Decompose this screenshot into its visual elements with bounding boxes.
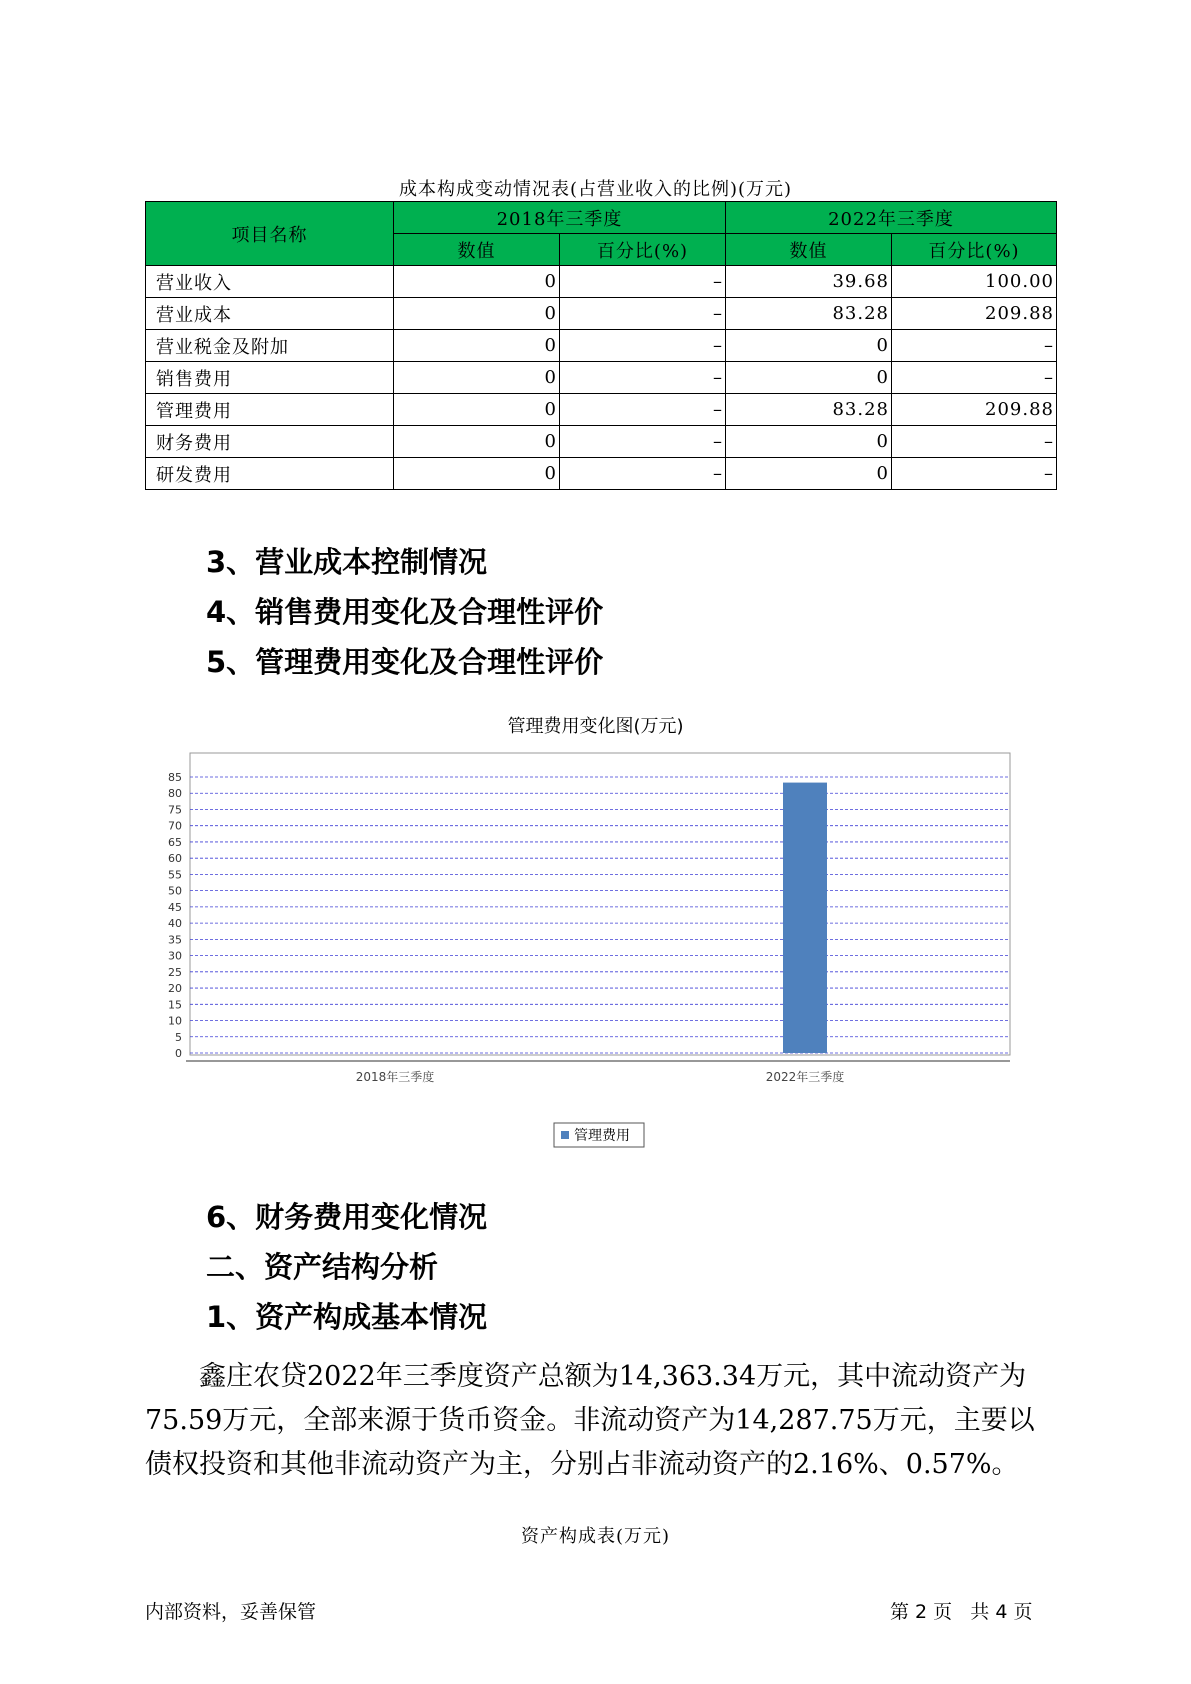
cell-p2022: 100.00 bbox=[892, 266, 1057, 298]
footer-page-number: 第 2 页 共 4 页 bbox=[890, 1601, 1033, 1623]
cell-name: 销售费用 bbox=[146, 362, 394, 394]
cell-p2018: – bbox=[560, 394, 726, 426]
x-tick-label: 2022年三季度 bbox=[765, 1070, 845, 1084]
heading-admin-expense: 5、管理费用变化及合理性评价 bbox=[206, 645, 604, 679]
admin-expense-bar-chart bbox=[160, 745, 1030, 1165]
cell-p2018: – bbox=[560, 458, 726, 490]
y-tick-label: 40 bbox=[168, 917, 182, 931]
y-tick-label: 55 bbox=[168, 868, 182, 882]
cost-table-caption: 成本构成变动情况表(占营业收入的比例)(万元) bbox=[398, 179, 793, 200]
cell-v2018: 0 bbox=[394, 266, 560, 298]
subheader-value-2018: 数值 bbox=[394, 234, 560, 266]
chart-title: 管理费用变化图(万元) bbox=[507, 716, 684, 737]
cell-v2018: 0 bbox=[394, 330, 560, 362]
table-row bbox=[146, 426, 1057, 458]
cell-p2018: – bbox=[560, 426, 726, 458]
asset-paragraph: 鑫庄农贷2022年三季度资产总额为14,363.34万元，其中流动资产为75.59万元，全部来源于货币资金。非流动资产为14,287.75万元，主要以债权投资和其他非流动资产为主，分别占非流动资产的2.16%、0.57%。 bbox=[145, 1361, 1035, 1480]
header-item-name: 项目名称 bbox=[146, 202, 394, 266]
table-row bbox=[146, 298, 1057, 330]
y-tick-label: 85 bbox=[168, 771, 182, 784]
heading-finance-expense: 6、财务费用变化情况 bbox=[206, 1200, 488, 1234]
table-row bbox=[146, 458, 1057, 490]
bar-1 bbox=[783, 783, 827, 1053]
cell-p2018: – bbox=[560, 266, 726, 298]
y-tick-label: 35 bbox=[168, 933, 182, 947]
heading-sales-expense: 4、销售费用变化及合理性评价 bbox=[206, 595, 604, 629]
cell-name: 营业收入 bbox=[146, 266, 394, 298]
y-tick-label: 70 bbox=[168, 819, 182, 833]
cell-v2018: 0 bbox=[394, 458, 560, 490]
cell-name: 营业成本 bbox=[146, 298, 394, 330]
plot-area bbox=[190, 753, 1010, 1055]
cell-name: 财务费用 bbox=[146, 426, 394, 458]
y-tick-label: 80 bbox=[168, 787, 182, 801]
cell-p2018: – bbox=[560, 362, 726, 394]
subheader-percent-2022: 百分比(%) bbox=[892, 234, 1057, 266]
cell-v2018: 0 bbox=[394, 394, 560, 426]
cell-p2022: 209.88 bbox=[892, 298, 1057, 330]
heading-cost-control: 3、营业成本控制情况 bbox=[206, 545, 488, 579]
cell-name: 营业税金及附加 bbox=[146, 330, 394, 362]
y-tick-label: 75 bbox=[168, 803, 182, 817]
y-tick-label: 20 bbox=[168, 982, 182, 996]
legend-label: 管理费用 bbox=[574, 1128, 630, 1144]
y-tick-label: 5 bbox=[175, 1030, 182, 1044]
cell-v2022: 0 bbox=[726, 330, 892, 362]
cell-v2018: 0 bbox=[394, 298, 560, 330]
legend-swatch bbox=[561, 1131, 569, 1139]
y-tick-label: 10 bbox=[168, 1014, 182, 1028]
cost-structure-table bbox=[145, 201, 1057, 490]
y-tick-label: 15 bbox=[168, 998, 182, 1012]
y-tick-label: 50 bbox=[168, 884, 182, 898]
header-period-2022: 2022年三季度 bbox=[726, 202, 1057, 234]
cell-p2018: – bbox=[560, 298, 726, 330]
table-row bbox=[146, 394, 1057, 426]
subheader-value-2022: 数值 bbox=[726, 234, 892, 266]
y-tick-label: 65 bbox=[168, 835, 182, 849]
cell-v2022: 39.68 bbox=[726, 266, 892, 298]
subheader-percent-2018: 百分比(%) bbox=[560, 234, 726, 266]
cell-v2018: 0 bbox=[394, 426, 560, 458]
heading-asset-structure: 二、资产结构分析 bbox=[206, 1250, 439, 1284]
heading-asset-composition: 1、资产构成基本情况 bbox=[206, 1300, 488, 1334]
cell-p2018: – bbox=[560, 330, 726, 362]
table-row bbox=[146, 266, 1057, 298]
cell-p2022: – bbox=[892, 330, 1057, 362]
footer-confidential: 内部资料，妥善保管 bbox=[145, 1601, 317, 1623]
y-tick-label: 30 bbox=[168, 949, 182, 963]
y-tick-label: 60 bbox=[168, 852, 182, 866]
cell-name: 研发费用 bbox=[146, 458, 394, 490]
cell-v2022: 83.28 bbox=[726, 298, 892, 330]
cell-p2022: 209.88 bbox=[892, 394, 1057, 426]
cell-p2022: – bbox=[892, 362, 1057, 394]
cell-name: 管理费用 bbox=[146, 394, 394, 426]
table-row bbox=[146, 362, 1057, 394]
table-row bbox=[146, 330, 1057, 362]
cell-v2022: 0 bbox=[726, 426, 892, 458]
x-tick-label: 2018年三季度 bbox=[355, 1070, 435, 1084]
cell-v2022: 0 bbox=[726, 362, 892, 394]
y-tick-label: 45 bbox=[168, 900, 182, 914]
y-tick-label: 0 bbox=[175, 1047, 182, 1060]
asset-table-caption: 资产构成表(万元) bbox=[520, 1526, 671, 1547]
cell-v2022: 83.28 bbox=[726, 394, 892, 426]
header-period-2018: 2018年三季度 bbox=[394, 202, 726, 234]
cell-v2022: 0 bbox=[726, 458, 892, 490]
cell-p2022: – bbox=[892, 458, 1057, 490]
cell-p2022: – bbox=[892, 426, 1057, 458]
cell-v2018: 0 bbox=[394, 362, 560, 394]
y-tick-label: 25 bbox=[168, 965, 182, 979]
